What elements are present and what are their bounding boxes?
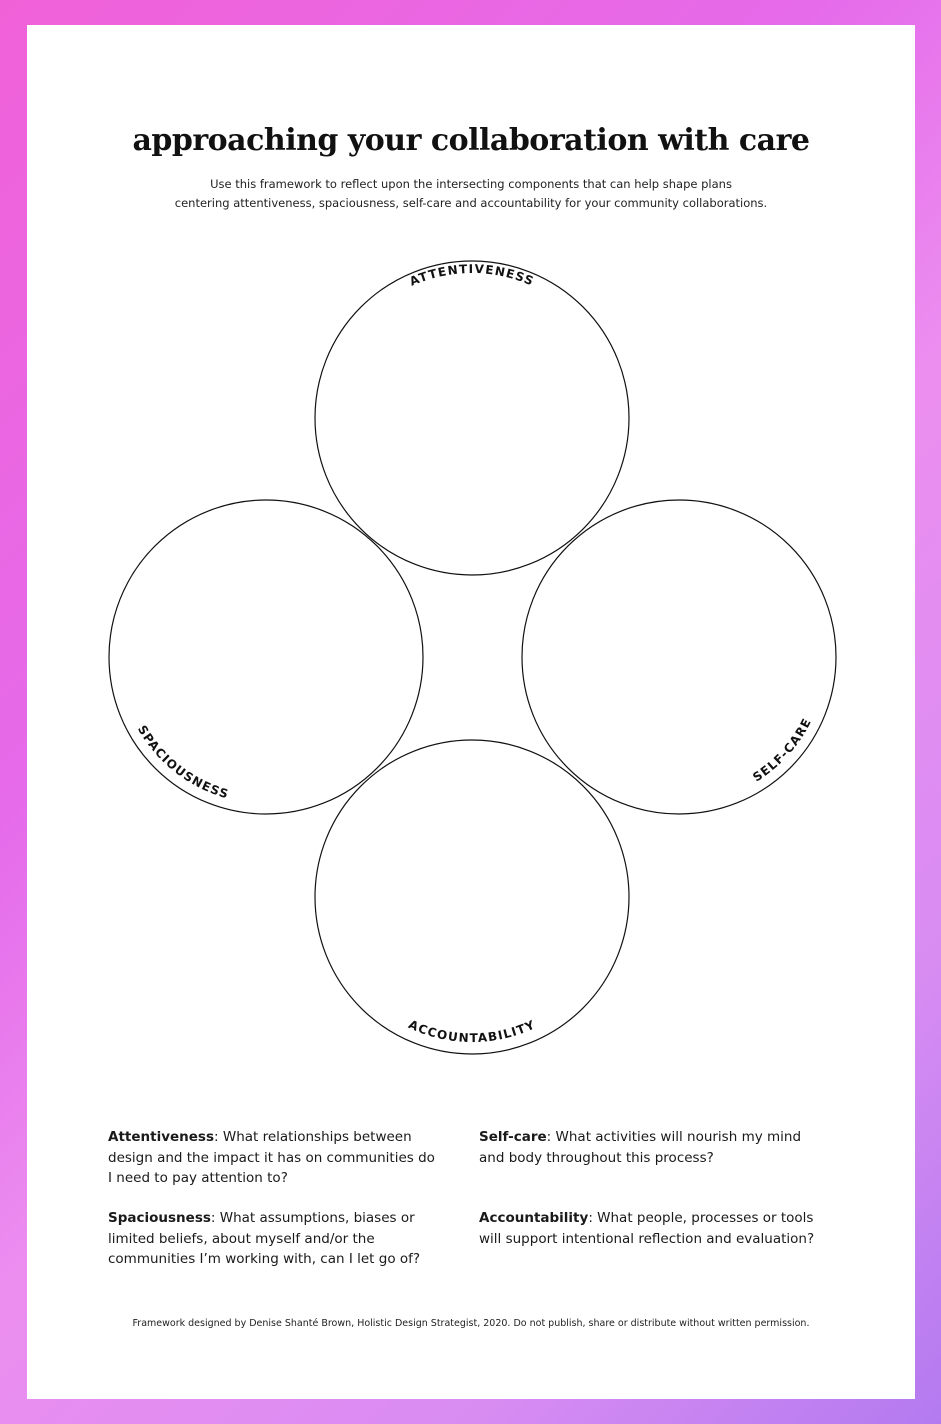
definition-term: Attentiveness <box>108 1129 214 1145</box>
definition-term: Self-care <box>479 1129 547 1145</box>
definition-text: : What activities will nourish my mind and body throughout this process? <box>479 1129 802 1166</box>
definition-text: : What relationships between design and the impact it has on communities do I need to pay attention to? <box>108 1129 435 1186</box>
intro-line-2: centering attentiveness, spaciousness, self-care and accountability for your community collaborations. <box>174 196 768 210</box>
attentiveness-circle <box>315 261 629 575</box>
definition-text: : What people, processes or tools will support intentional reflection and evaluation? <box>479 1210 815 1247</box>
page-title: approaching your collaboration with care <box>132 123 810 158</box>
definition-term: Spaciousness <box>108 1210 211 1226</box>
accountability-circle <box>315 740 629 1054</box>
definition-self-care <box>479 1127 824 1168</box>
definition-accountability <box>479 1208 824 1249</box>
footer-credit: Framework designed by Denise Shanté Brown, Holistic Design Strategist, 2020. Do not publish, share or distribute without written permission. <box>132 1318 810 1329</box>
worksheet-page <box>27 25 915 1399</box>
spaciousness-circle <box>109 500 423 814</box>
definition-attentiveness <box>108 1127 443 1189</box>
attentiveness-label: ATTENTIVENESS <box>407 261 537 289</box>
framework-diagram <box>27 25 915 1399</box>
intro-line-1: Use this framework to reflect upon the intersecting components that can help shape plans <box>210 177 732 191</box>
accountability-label: ACCOUNTABILITY <box>406 1017 538 1046</box>
definition-spaciousness <box>108 1208 443 1270</box>
self-care-circle <box>522 500 836 814</box>
self-care-label: SELF-CARE <box>750 715 815 785</box>
definition-text: : What assumptions, biases or limited beliefs, about myself and/or the communities I’m working with, can I let go of? <box>108 1210 421 1267</box>
definition-term: Accountability <box>479 1210 589 1226</box>
spaciousness-label: SPACIOUSNESS <box>134 722 231 802</box>
